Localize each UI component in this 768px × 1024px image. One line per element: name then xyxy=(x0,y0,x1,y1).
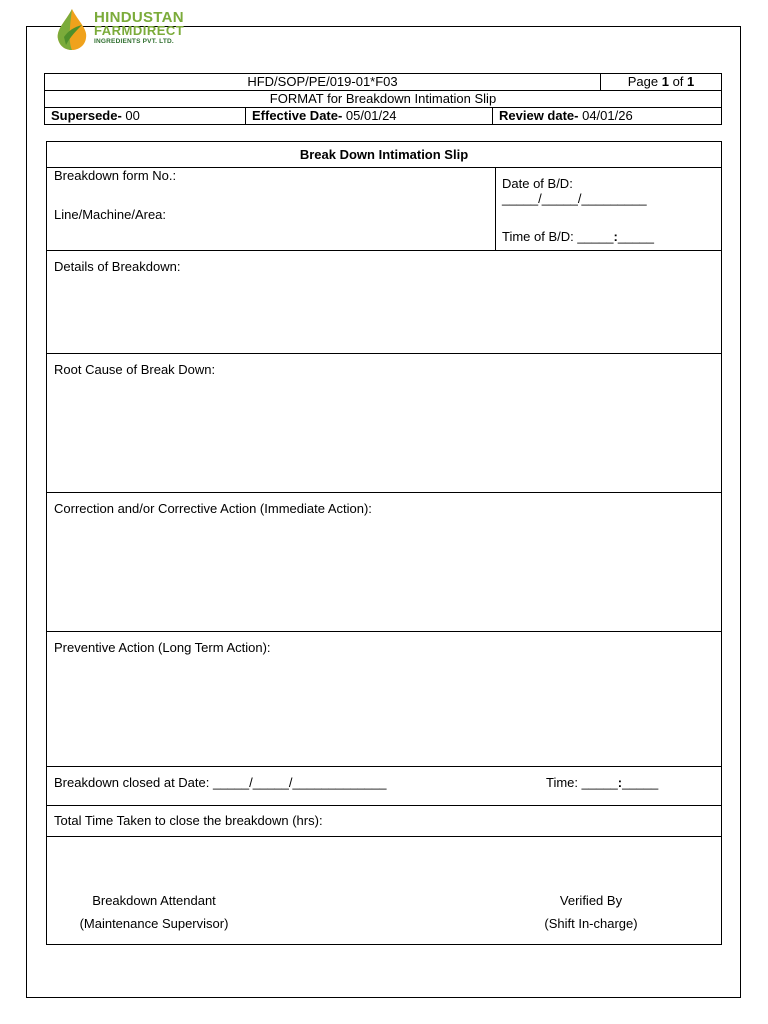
date-bd-blank[interactable]: _____/_____/_________ xyxy=(502,191,647,206)
line-machine-label: Line/Machine/Area: xyxy=(54,207,167,222)
correction-row xyxy=(47,492,721,631)
verified-title: Verified By xyxy=(559,893,623,908)
supersede-value: 00 xyxy=(121,108,140,123)
document-header-table xyxy=(44,73,722,125)
info-row xyxy=(47,167,721,250)
review-date-label: Review date- xyxy=(499,108,579,123)
closed-time-blank: _____ xyxy=(622,775,659,790)
page-prefix: Page xyxy=(627,74,662,89)
logo-line-3: INGREDIENTS PVT. LTD. xyxy=(94,38,174,45)
date-bd-label: Date of B/D: xyxy=(502,176,573,191)
company-logo xyxy=(54,5,214,51)
root-cause-row xyxy=(47,353,721,492)
format-title-text: FORMAT for Breakdown Intimation Slip xyxy=(269,91,497,106)
effective-date-label: Effective Date- xyxy=(252,108,343,123)
closed-row xyxy=(47,766,721,805)
logo-line-1: HINDUSTAN xyxy=(94,9,184,26)
doc-code-text: HFD/SOP/PE/019-01*F03 xyxy=(247,74,398,89)
closed-time-field[interactable] xyxy=(546,775,658,790)
time-bd-field[interactable] xyxy=(502,229,654,244)
total-time-label: Total Time Taken to close the breakdown (hrs): xyxy=(54,813,323,828)
root-cause-label: Root Cause of Break Down: xyxy=(54,362,216,377)
logo-line-2: FARMDIRECT xyxy=(94,23,185,38)
doc-code xyxy=(45,74,601,91)
details-label: Details of Breakdown: xyxy=(54,259,181,274)
details-row xyxy=(47,250,721,353)
review-date-value: 04/01/26 xyxy=(578,108,633,123)
slip-title: Break Down Intimation Slip xyxy=(299,147,469,162)
closed-time-label: Time: _____ xyxy=(546,775,618,790)
attendant-title: Breakdown Attendant xyxy=(92,893,216,908)
effective-date-value: 05/01/24 xyxy=(342,108,397,123)
correction-label: Correction and/or Corrective Action (Immediate Action): xyxy=(54,501,372,516)
time-bd-blank: _____ xyxy=(617,229,655,244)
page-num: 1 xyxy=(661,74,669,89)
closed-time-colon: : xyxy=(617,775,623,790)
verified-role: (Shift In-charge) xyxy=(544,916,638,931)
format-title xyxy=(45,91,722,108)
preventive-label: Preventive Action (Long Term Action): xyxy=(54,640,271,655)
review-date-cell xyxy=(493,108,722,125)
page-number xyxy=(601,74,722,91)
breakdown-intimation-slip xyxy=(46,141,722,945)
supersede-label: Supersede- xyxy=(51,108,122,123)
total-time-row xyxy=(47,805,721,836)
page-of: of xyxy=(668,74,688,89)
supersede-cell xyxy=(45,108,246,125)
info-divider xyxy=(495,168,496,251)
leaf-drop-icon xyxy=(54,7,90,51)
time-bd-label: Time of B/D: _____ xyxy=(502,229,614,244)
effective-date-cell xyxy=(246,108,493,125)
time-bd-colon: : xyxy=(613,229,618,244)
page-total: 1 xyxy=(687,74,695,89)
closed-date-field[interactable]: Breakdown closed at Date: _____/_____/_____________ xyxy=(54,775,387,790)
signature-row xyxy=(47,836,721,944)
preventive-row xyxy=(47,631,721,766)
form-no-label: Breakdown form No.: xyxy=(54,168,177,183)
attendant-role: (Maintenance Supervisor) xyxy=(79,916,229,931)
